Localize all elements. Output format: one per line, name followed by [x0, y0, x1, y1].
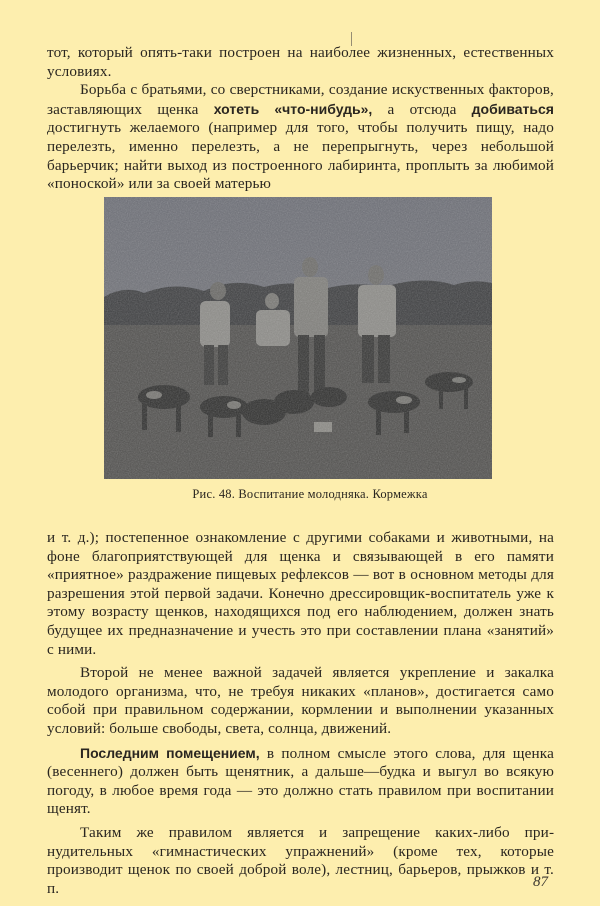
bottom-text-block [47, 529, 554, 898]
continuation-paragraph: тот, который опять-таки построен на наиболее жизненных, естественных условиях. [47, 44, 554, 80]
figure-caption: Рис. 48. Воспитание молодняка. Кормежка [192, 487, 428, 501]
bold-phrase: Последним помещением, [80, 744, 260, 761]
text-run: Борьба с братьями, со сверстниками, создание искуственных факторов, заставляющих щенка [47, 81, 554, 118]
figure-photo [104, 197, 492, 479]
top-text-block [47, 44, 554, 194]
paragraph-housing [47, 744, 554, 819]
text-run: достигнуть желаемого (например для того, чтобы получить пищу, надо перелезть, именно перелезть, а не перепрыгнуть, через небольшой барьерчик; найти выход из построенного лабиринта, проплыть за любимой «поноской» или за своей матерью [47, 119, 554, 193]
bold-phrase: хотеть «что-нибудь», [213, 100, 373, 117]
paragraph-struggle [47, 81, 554, 194]
bold-phrase: добиваться [471, 100, 554, 117]
photo-illustration [104, 197, 492, 479]
page-number: 87 [533, 874, 548, 890]
paragraph-second-task: Второй не менее важной задачей является укрепление и закалка молодого организма, что, не требуя никаких «планов», достигается само собой при правильном содержании, кормлении и выполнении указанных условий: больше свободы, света, солнца, движений. [47, 664, 554, 737]
paragraph-prohibition: Таким же правилом является и запрещение каких-либо принудительных «гимнастических упражнений» (кроме тех, которые производит щенок по своей доброй воле), лестниц, барьеров, прыжков и т. п. [47, 823, 554, 897]
continuation-paragraph: и т. д.); постепенное ознакомление с другими собаками и животными, на фоне благоприятствующей для щенка и связывающей в его памяти «приятное» раздражение пищевых рефлексов — вот в основном методы для разрешения этой первой задачи. Конечно дрессировщик-воспитатель уже к этому возрасту щенков, находящихся под его наблюдением, должен знать будущее их предназначение и учесть это при составлении плана «занятий» с ними. [47, 529, 554, 658]
text-run: в полном смысле этого слова, для щенка (весеннего) должен быть щенятник, а дальше—будка и выгул во всякую погоду, в любое время года — это должно стать правилом при воспитании щенят. [47, 744, 554, 818]
text-run: а отсюда [372, 100, 472, 118]
